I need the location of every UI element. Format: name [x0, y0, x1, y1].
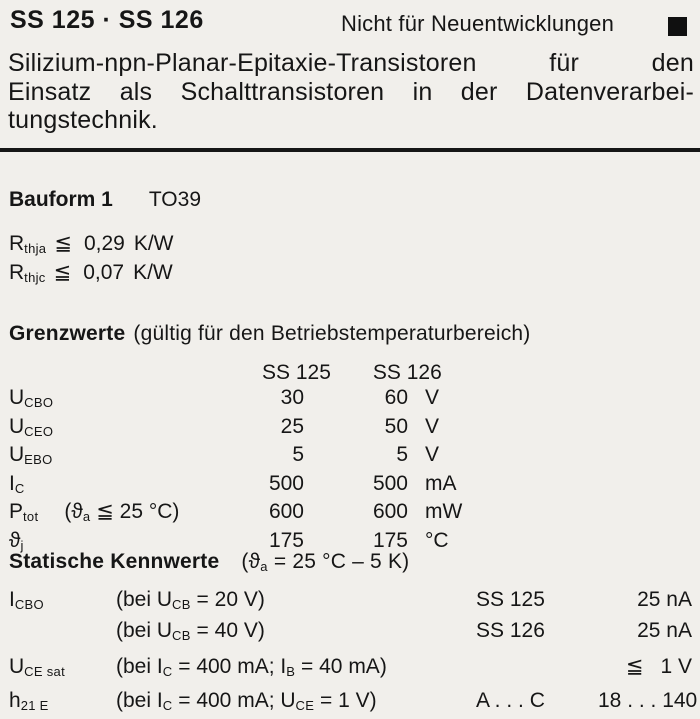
- table-row-h21e: [9, 688, 698, 719]
- value: 0,07: [83, 261, 125, 284]
- value-ss126: 5: [396, 443, 408, 467]
- unit: mA: [425, 471, 457, 495]
- table-row-ucesat: [9, 654, 692, 685]
- bauform-package: TO39: [148, 188, 202, 211]
- value-ss125: 5: [292, 443, 304, 467]
- condition: (bei $I_C = 400$ mA; $U_{CE} = 1$ V): [116, 689, 377, 713]
- relation-sign: ≦: [625, 655, 644, 678]
- grenzwerte-heading-rest: (gültig für den Betriebstemperaturbereich): [133, 322, 531, 345]
- grenzwerte-column-headers: [262, 360, 692, 386]
- thermal-row-rthjc: [9, 261, 174, 290]
- column-header-ss126: SS 126: [372, 361, 442, 384]
- value-ss125: 175: [268, 528, 304, 552]
- black-square-icon: [668, 17, 687, 36]
- type-name: SS 125: [476, 588, 545, 611]
- row-label: $ϑ_j$: [9, 528, 24, 553]
- value-ss125: 30: [280, 386, 304, 409]
- relation-sign: ≦: [53, 261, 72, 284]
- relation-sign: ≦: [54, 232, 72, 255]
- value-ss126: 500: [372, 471, 408, 495]
- condition: ($ϑ_a$ ≦ 25 °C): [64, 500, 180, 525]
- value: ≦ 1 V: [625, 655, 692, 678]
- row-label: $U_{CEO}$: [9, 414, 54, 439]
- symbol-subscript: thja: [24, 241, 47, 256]
- value-ss126: 50: [384, 414, 408, 438]
- row-label: $U_{CBO}$: [9, 386, 54, 410]
- table-row-uceo: [9, 415, 692, 444]
- symbol: R: [9, 261, 25, 284]
- table-row-ucbo: [9, 386, 692, 415]
- row-label: $U_{CE sat}$: [9, 655, 65, 679]
- statische-table: [9, 587, 698, 719]
- grenzwerte-heading: [9, 322, 530, 346]
- row-label: $U_{EBO}$: [9, 443, 53, 468]
- value-ss126: 175: [372, 528, 408, 552]
- page-title: SS 125 · SS 126: [10, 6, 204, 34]
- row-label: $I_C$: [9, 471, 25, 496]
- value-ss125: 500: [268, 471, 304, 495]
- value-ss126: 600: [372, 500, 408, 524]
- type-name: SS 126: [476, 619, 545, 642]
- value: 25 nA: [637, 588, 692, 611]
- row-label: $P_{tot}$ ($ϑ_a$ ≦ 25 °C): [9, 500, 180, 525]
- condition: (bei $U_{CB} = 40$ V): [116, 619, 265, 643]
- description-line: Silizium-npn-Planar-Epitaxie-Transistoren für den: [8, 49, 694, 77]
- unit: °C: [425, 528, 449, 552]
- unit: K/W: [133, 261, 173, 284]
- unit: V: [425, 414, 440, 438]
- grenzwerte-heading-bold: Grenzwerte: [9, 322, 126, 345]
- unit: K/W: [133, 232, 174, 255]
- group-range: A . . . C: [476, 689, 545, 712]
- value-ss125: 600: [268, 500, 304, 524]
- row-label: [9, 618, 116, 649]
- table-row-uebo: [9, 443, 692, 472]
- description-paragraph: [8, 49, 694, 135]
- grenzwerte-table: [9, 360, 692, 558]
- table-row-icbo-ss125: [9, 587, 692, 618]
- table-row-icbo-ss126: [9, 618, 692, 649]
- symbol: R: [9, 232, 25, 255]
- value-ss125: 25: [280, 414, 304, 438]
- symbol-subscript: thjc: [24, 270, 46, 285]
- statische-heading-condition: ($ϑ_a = 25$ °C – 5 K): [241, 550, 410, 574]
- divider-rule: [0, 148, 700, 152]
- value: 0,29: [83, 232, 125, 255]
- type-name: [468, 654, 598, 685]
- statische-heading-bold: Statische Kennwerte: [9, 550, 220, 573]
- table-row-ic: [9, 472, 692, 501]
- condition: (bei $I_C = 400$ mA; $I_B = 40$ mA): [116, 655, 387, 679]
- value: 18 . . . 140: [598, 689, 698, 712]
- thermal-resistance-block: [9, 232, 174, 290]
- statische-heading: [9, 550, 409, 574]
- condition: (bei $U_{CB} = 20$ V): [116, 588, 265, 612]
- unit: V: [425, 386, 440, 409]
- row-label: $I_{CBO}$: [9, 588, 44, 612]
- unit: V: [425, 443, 440, 467]
- table-row-ptot: [9, 500, 692, 529]
- row-label: $h_{21 E}$: [9, 689, 49, 713]
- column-header-ss125: SS 125: [262, 361, 331, 384]
- unit: mW: [425, 500, 463, 524]
- description-line: Einsatz als Schalttransistoren in der Datenverarbei-: [8, 77, 694, 106]
- thermal-row-rthja: [9, 232, 174, 261]
- bauform-line: [9, 188, 201, 212]
- value: 25 nA: [637, 619, 692, 642]
- value-ss126: 60: [384, 386, 408, 409]
- description-line: tungstechnik.: [8, 106, 158, 134]
- bauform-label: Bauform 1: [9, 188, 113, 211]
- notice-text: Nicht für Neuentwicklungen: [341, 11, 615, 36]
